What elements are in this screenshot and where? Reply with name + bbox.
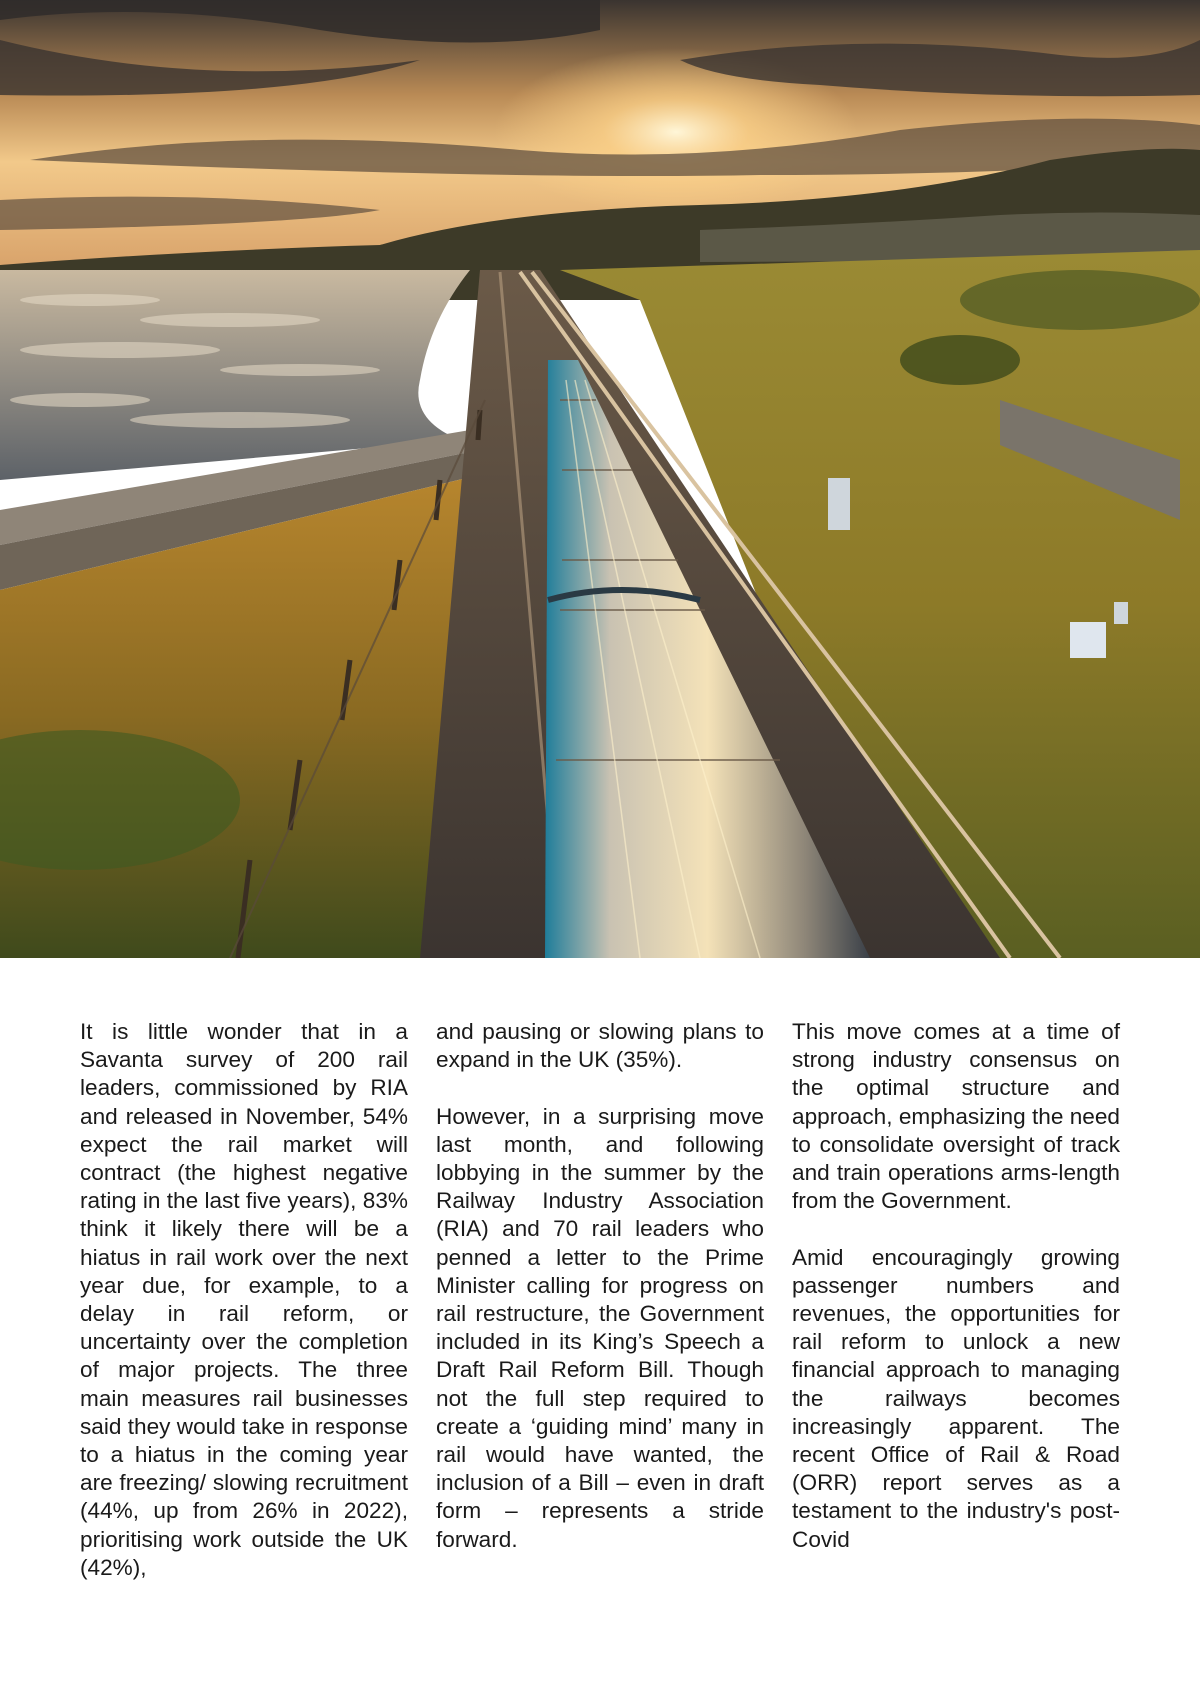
article-column-1	[80, 1018, 408, 1582]
article-body	[80, 1018, 1122, 1618]
paragraph: and pausing or slowing plans to expand in the UK (35%).	[436, 1019, 764, 1073]
paragraph: This move comes at a time of strong industry consensus on the optimal structure and approach, emphasizing the need to consolidate oversight of track and train operations arms-length from the Government.	[792, 1019, 1120, 1214]
paragraph: Amid encouragingly growing passenger numbers and revenues, the opportunities for rail reform to unlock a new financial approach to managing the railways becomes increasingly apparent. The recent Office of Rail & Road (ORR) report serves as a testament to the industry's post-Covid	[792, 1244, 1120, 1552]
paragraph: However, in a surprising move last month, and following lobbying in the summer by the Railway Industry Association (RIA) and 70 rail leaders who penned a letter to the Prime Minister calling for progress on rail restructure, the Government included in its King’s Speech a Draft Rail Reform Bill. Though not the full step required to create a ‘guiding mind’ many in rail would have wanted, the inclusion of a Bill – even in draft form – represents a stride forward.	[436, 1103, 764, 1552]
article-column-3	[792, 1018, 1120, 1554]
article-column-2	[436, 1018, 764, 1554]
paragraph: It is little wonder that in a Savanta survey of 200 rail leaders, commissioned by RIA and released in November, 54% expect the rail market will contract (the highest negative rating in the last five years), 83% think it likely there will be a hiatus in rail work over the next year due, for example, to a delay in rail reform, or uncertainty over the completion of major projects. The three main measures rail businesses said they would take in response to a hiatus in the coming year are freezing/ slowing recruitment (44%, up from 26% in 2022), prioritising work outside the UK (42%),	[80, 1019, 408, 1580]
